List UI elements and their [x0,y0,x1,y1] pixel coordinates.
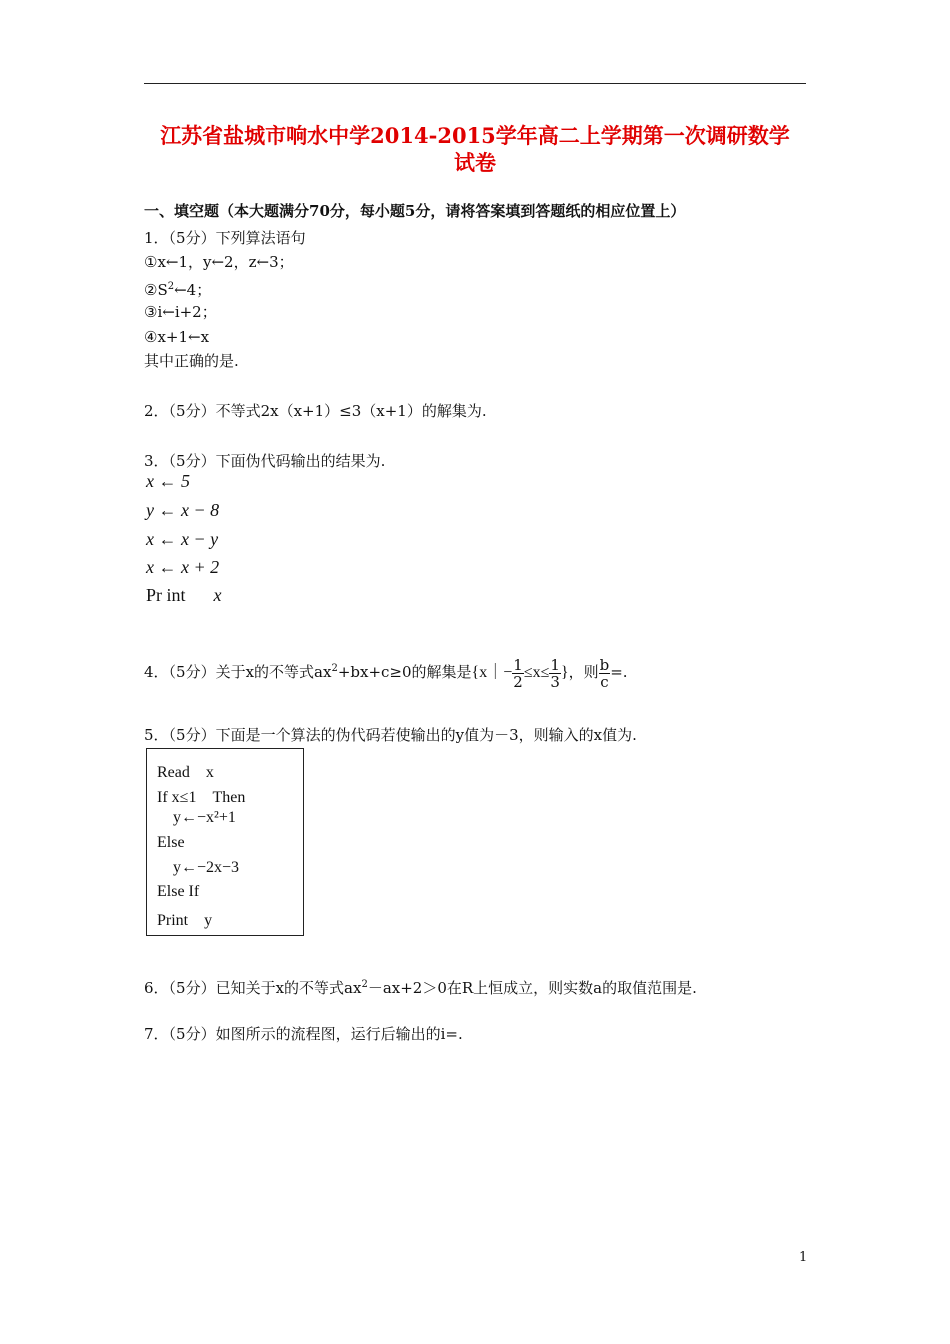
q5-code-line-6: Else If [157,883,200,900]
q3-stem: 3．（5分）下面伪代码输出的结果为. [144,452,386,470]
doc-title-line1: 江苏省盐城市响水中学2014-2015学年高二上学期第一次调研数学 [160,123,790,148]
q5-code-box [146,748,304,936]
q5-code-line-3: y←−x²+1 [173,809,236,826]
q3-code-line-5: Pr int x [146,585,222,605]
q3-code-line-3: x ← x − y [146,529,219,549]
q5-code-line-2: If x≤1 Then [157,789,246,806]
q4-fraction-3: $\frac{b}{c}$ [599,655,610,691]
section-heading: 一、填空题（本大题满分70分，每小题5分，请将答案填到答题纸的相应位置上） [144,202,686,220]
q1-option-2: $②S^2\leftarrow 4$； [144,281,212,299]
q5-code-line-1: Read x [157,764,214,781]
q5-stem: 5．（5分）下面是一个算法的伪代码若使输出的y值为－3，则输入的x值为. [144,726,637,744]
page-number: 1 [799,1250,808,1265]
q1-stem: 1．（5分）下列算法语句 [144,229,306,247]
q6: 6．（5分）已知关于x的不等式$ax^2-ax+2>0$在R上恒成立，则实数a的取值范围是. [144,979,697,997]
q1-option-4: ④x+1←x [144,328,210,346]
q1-ask: 其中正确的是. [144,352,239,370]
header-rule [144,83,806,84]
q7: 7．（5分）如图所示的流程图，运行后输出的i=. [144,1025,463,1043]
q1-option-3: ③i←i+2； [144,303,217,321]
q4-fraction-1: $\frac{1}{2}$ [513,655,523,691]
q5-code-line-4: Else [157,834,185,851]
q4-fraction-2: $\frac{1}{3}$ [550,655,560,691]
q1-option-1: ①x←1，y←2，z←3； [144,253,294,271]
q3-code-line-1: x ← 5 [146,471,190,491]
q3-code-line-2: y ← x − 8 [146,500,220,520]
q5-code-line-5: y←−2x−3 [173,859,240,876]
q5-code-line-7: Print y [157,912,213,929]
q3-code-line-4: x ← x + 2 [146,557,220,577]
doc-title-line2: 试卷 [454,150,496,175]
q2: 2．（5分）不等式2x（x+1）≤3（x+1）的解集为. [144,402,487,420]
q4: 4．（5分）关于x的不等式$ax^2+bx+c\ge 0$的解集是{x｜− $\frac{1}{2}$ ≤x≤ $\frac{1}{3}$ }，则 $\frac{b}{c}$ =. [144,655,628,691]
